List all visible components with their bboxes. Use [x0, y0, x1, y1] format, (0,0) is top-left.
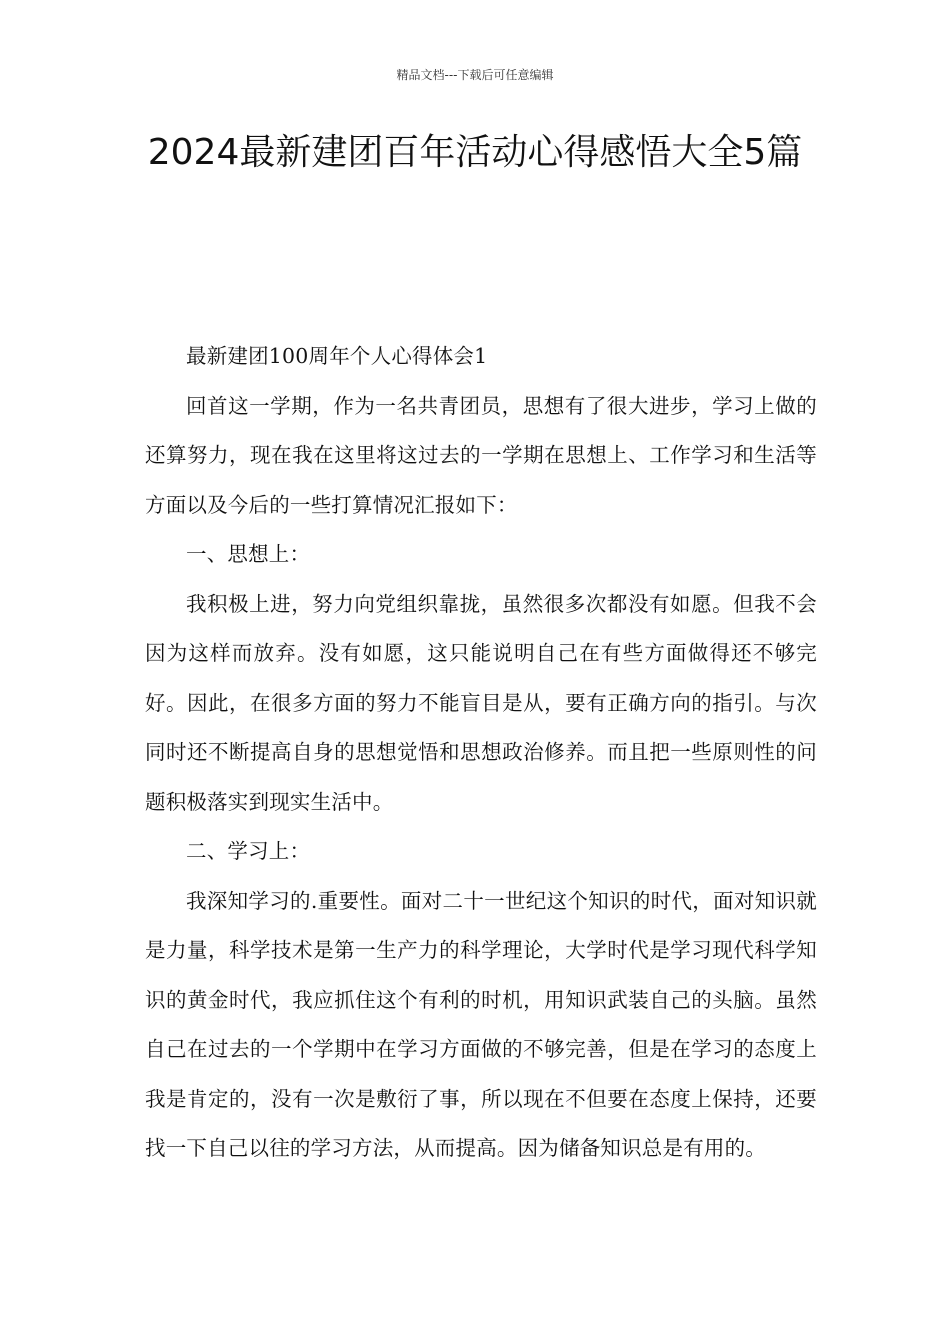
paragraph-intro: 回首这一学期，作为一名共青团员，思想有了很大进步，学习上做的还算努力，现在我在这里将这过去的一学期在思想上、工作学习和生活等方面以及今后的一些打算情况汇报如下：: [145, 393, 817, 517]
paragraph-study: 我深知学习的.重要性。面对二十一世纪这个知识的时代，面对知识就是力量，科学技术是第一生产力的科学理论，大学时代是学习现代科学知识的黄金时代，我应抓住这个有利的时机，用知识武装自己的头脑。虽然自己在过去的一个学期中在学习方面做的不够完善，但是在学习的态度上我是肯定的，没有一次是敷衍了事，所以现在不但要在态度上保持，还要找一下自己以往的学习方法，从而提高。因为储备知识总是有用的。: [145, 888, 817, 1160]
document-body: [145, 332, 817, 1174]
paragraph-thought: 我积极上进，努力向党组织靠拢，虽然很多次都没有如愿。但我不会因为这样而放弃。没有如愿，这只能说明自己在有些方面做得还不够完好。因此，在很多方面的努力不能盲目是从，要有正确方向的指引。与次同时还不断提高自身的思想觉悟和思想政治修养。而且把一些原则性的问题积极落实到现实生活中。: [145, 591, 817, 814]
document-title: 2024最新建团百年活动心得感悟大全5篇: [147, 132, 803, 173]
header-note: 精品文档---下载后可任意编辑: [396, 68, 554, 82]
section-heading-1: 最新建团100周年个人心得体会1: [186, 344, 488, 368]
section-heading-study: 二、学习上：: [186, 839, 311, 863]
section-heading-thought: 一、思想上：: [186, 542, 311, 566]
